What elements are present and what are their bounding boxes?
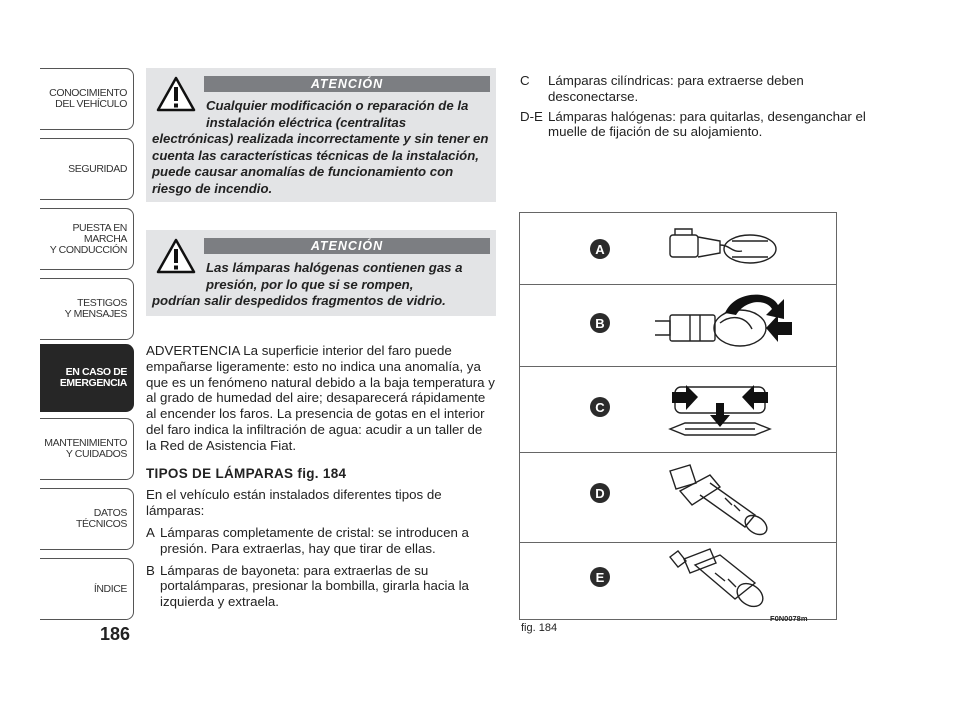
panel-letter: B [595, 316, 605, 331]
all-glass-bulb-illustration [520, 213, 836, 285]
list-text: Lámparas cilíndricas: para extraerse deben desconectarse. [548, 73, 804, 104]
left-text-column [146, 343, 496, 610]
tab-indice[interactable]: ÍNDICE [40, 558, 134, 620]
list-key: D-E [520, 108, 543, 124]
tab-testigos-mensajes[interactable]: TESTIGOS Y MENSAJES [40, 278, 134, 340]
list-item [146, 563, 496, 610]
section-heading: TIPOS DE LÁMPARAS fig. 184 [146, 465, 347, 481]
figure-caption: fig. 184 [521, 622, 558, 634]
figure-panel-d [520, 453, 836, 543]
list-text: Lámparas completamente de cristal: se introducen a presión. Para extraerlas, hay que tirar de ellas. [160, 524, 469, 556]
list-key: B [146, 562, 155, 578]
figure-panel-b [520, 285, 836, 367]
list-item [520, 109, 870, 141]
list-key: C [520, 73, 530, 88]
warning-triangle-icon [156, 238, 196, 274]
list-item [520, 73, 870, 105]
figure-code: F0N0078m [770, 614, 808, 623]
bayonet-bulb-illustration [520, 285, 836, 367]
warning-title: ATENCIÓN [204, 238, 490, 254]
tab-conocimiento-vehiculo[interactable]: CONOCIMIENTO DEL VEHÍCULO [40, 68, 134, 130]
panel-letter: C [595, 400, 605, 415]
warning-lead: Cualquier modificación o reparación de la instalación eléctrica (centralitas [206, 98, 469, 130]
tab-en-caso-de-emergencia[interactable]: EN CASO DE EMERGENCIA [40, 344, 134, 412]
lamp-types-figure [519, 212, 837, 620]
panel-letter: E [595, 570, 605, 585]
tab-mantenimiento-cuidados[interactable]: MANTENIMIENTO Y CUIDADOS [40, 418, 134, 480]
tab-seguridad[interactable]: SEGURIDAD [40, 138, 134, 200]
warning-rest: electrónicas) realizada incorrectamente y sin tener en cuenta las características técnicas de la instalación, puede causar anomalías de funcionamiento con riesgo de incendio. [152, 131, 489, 196]
warning-box-halogen [146, 230, 496, 316]
figure-panel-c [520, 367, 836, 453]
tab-puesta-en-marcha[interactable]: PUESTA EN MARCHA Y CONDUCCIÓN [40, 208, 134, 270]
intro-paragraph: En el vehículo están instalados diferentes tipos de lámparas: [146, 487, 442, 519]
warning-box-electrical [146, 68, 496, 202]
right-text-column [520, 73, 870, 140]
list-text: Lámparas de bayoneta: para extraerlas de su portalámparas, presionar la bombilla, girarla hacia la izquierda y extraela. [160, 562, 469, 610]
figure-panel-a [520, 213, 836, 285]
warning-title: ATENCIÓN [204, 76, 490, 92]
list-key: A [146, 524, 155, 540]
tab-datos-tecnicos[interactable]: DATOS TÉCNICOS [40, 488, 134, 550]
festoon-bulb-illustration [520, 367, 836, 453]
warning-rest: podrían salir despedidos fragmentos de vidrio. [152, 293, 446, 308]
advertencia-paragraph: ADVERTENCIA La superficie interior del faro puede empañarse ligeramente: esto no indica una anomalía, ya que es un fenómeno natural debido a la baja temperatura y al grado de humedad del aire; desaparecerá rápidamente al encender los faros. La presencia de gotas en el interior del faro indica la infiltración de agua: acudir a un taller de la Red de Asistencia Fiat. [146, 343, 495, 453]
halogen-h4-bulb-illustration [520, 453, 836, 543]
page-number: 186 [100, 624, 131, 644]
warning-text [152, 74, 490, 197]
warning-triangle-icon [156, 76, 196, 112]
figure-panel-e [520, 543, 836, 619]
panel-letter: D [595, 486, 605, 501]
halogen-h1-bulb-illustration [520, 543, 836, 619]
panel-letter: A [595, 242, 605, 257]
list-text: Lámparas halógenas: para quitarlas, desenganchar el muelle de fijación de su alojamiento. [548, 108, 866, 140]
list-item [146, 525, 496, 557]
warning-lead: Las lámparas halógenas contienen gas a presión, por lo que si se rompen, [206, 260, 463, 292]
